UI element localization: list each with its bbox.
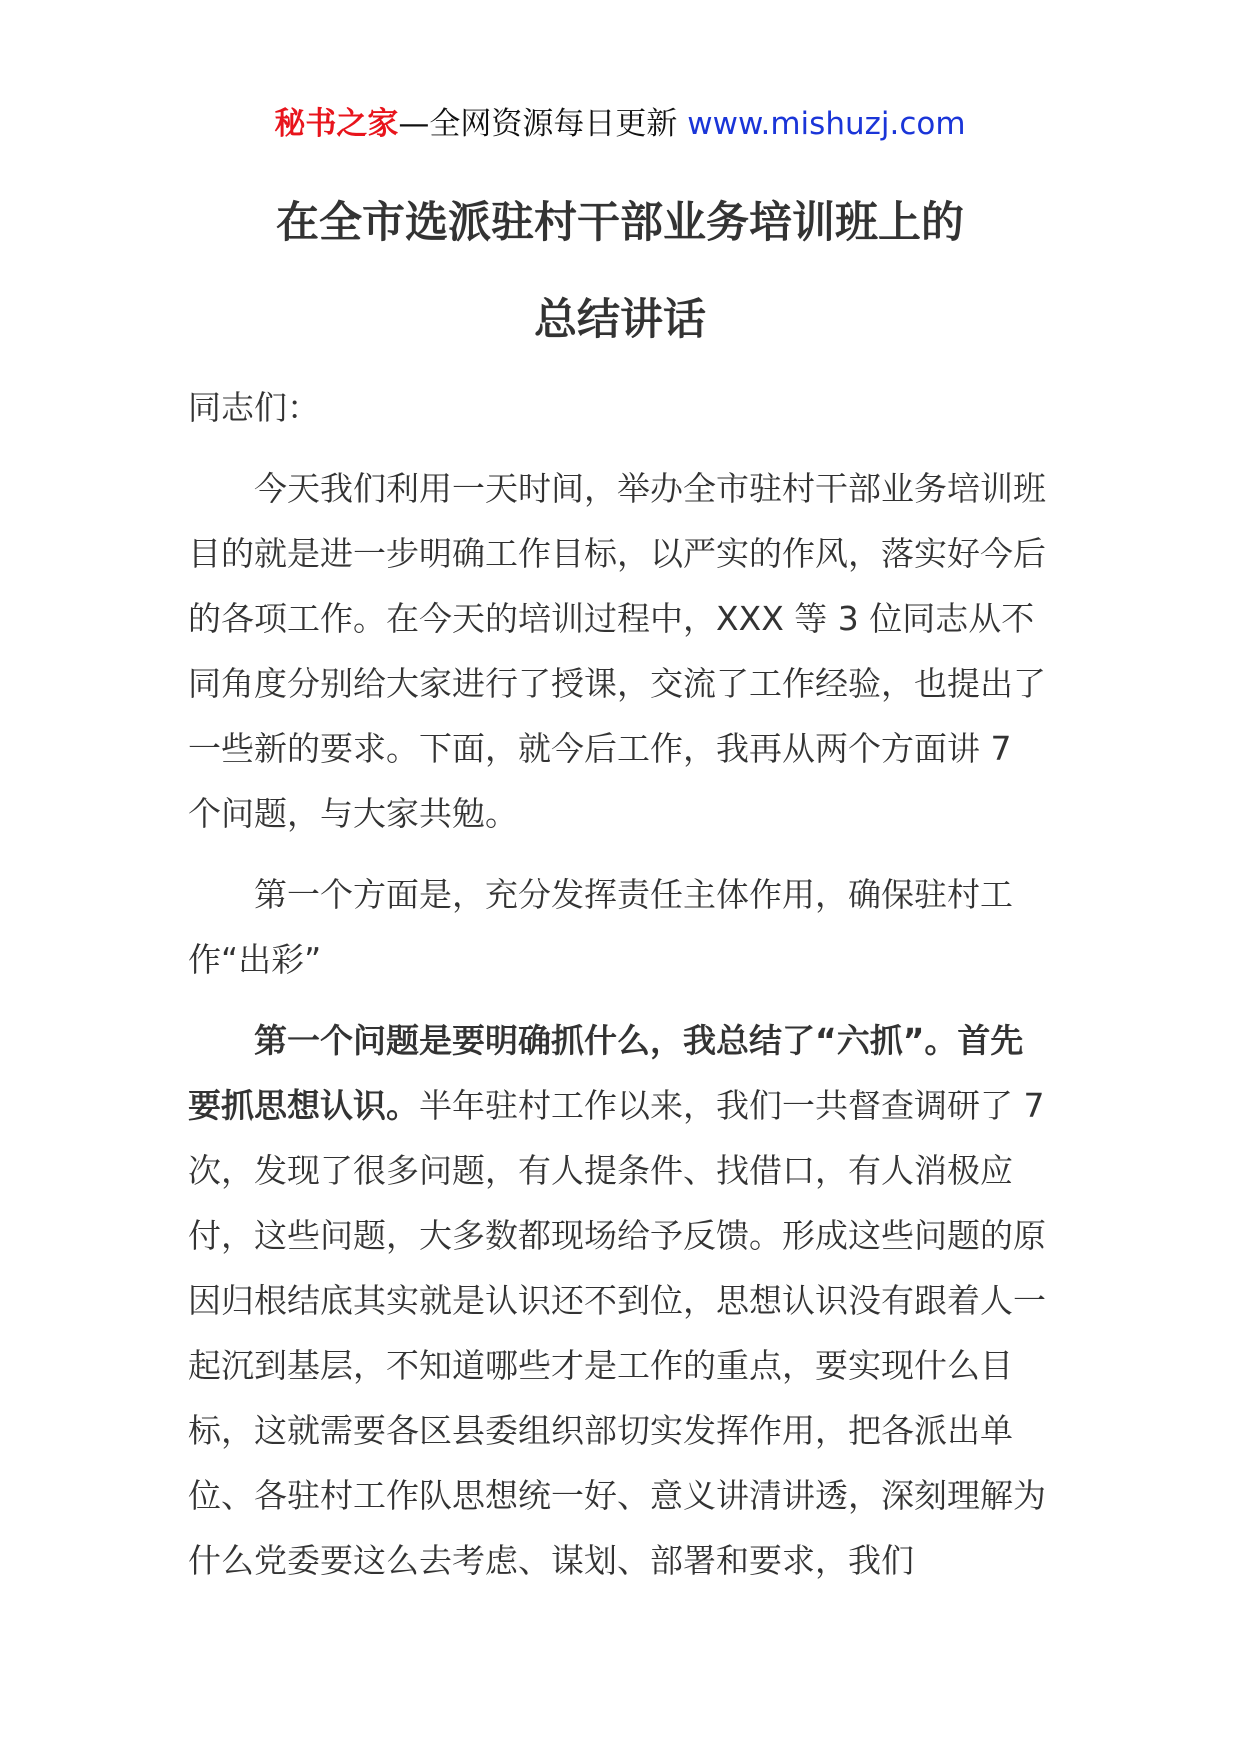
site-tagline: —全网资源每日更新 [398,106,678,142]
paragraph-first-issue-text: 半年驻村工作以来，我们一共督查调研了 7 次，发现了很多问题，有人提条件、找借口，有人消极应付，这些问题，大多数都现场给予反馈。形成这些问题的原因归根结底其实就是认识还不到位，思想认识没有跟着人一起沉到基层，不知道哪些才是工作的重点，要实现什么目标，这就需要各区县委组织部切实发挥作用，把各派出单位、各驻村工作队思想统一好、意义讲清讲透，深刻理解为什么党委要这么去考虑、谋划、部署和要求，我们 [188,1086,1046,1580]
site-header [0,100,1240,148]
paragraph-first-issue-lead: 第一个问题是要明确抓什么，我总结了“六抓”。首先要抓思想认识。 [188,1021,1024,1125]
document-body [188,375,1053,1593]
site-brand: 秘书之家 [274,106,399,142]
paragraph-intro: 今天我们利用一天时间，举办全市驻村干部业务培训班目的就是进一步明确工作目标，以严实的作风，落实好今后的各项工作。在今天的培训过程中，XXX 等 3 位同志从不同角度分别给大家进行了授课，交流了工作经验，也提出了一些新的要求。下面，就今后工作，我再从两个方面讲 7 个问题，与大家共勉。 [188,469,1046,833]
paragraph-first-issue [188,1008,1053,1593]
document-title-line-2: 总结讲话 [534,295,706,345]
salutation: 同志们： [188,388,320,427]
document-title-line-1: 在全市选派驻村干部业务培训班上的 [276,198,964,248]
site-url-link[interactable]: www.mishuzj.com [687,106,966,142]
paragraph-section-heading: 第一个方面是，充分发挥责任主体作用，确保驻村工作“出彩” [188,875,1013,979]
